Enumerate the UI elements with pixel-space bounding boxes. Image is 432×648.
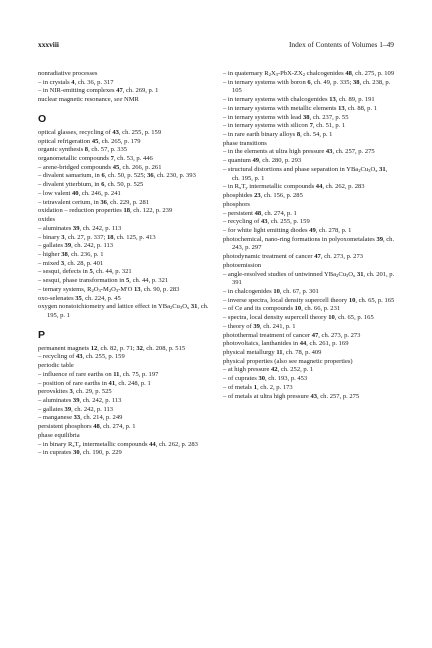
index-entry: optical refrigeration 45, ch. 265, p. 179 [38, 137, 141, 145]
index-entry: oxo-selenates 35, ch. 224, p. 45 [38, 294, 121, 302]
index-entry: – in binary $R_xT_y$ intermetallic compounds 44, ch. 262, p. 283 [38, 440, 198, 448]
index-entry: photochemical, nano-ring formations in polyoxometalates 39, ch. 243, p. 297 [223, 235, 395, 252]
index-entry: phase equilibria [38, 431, 80, 439]
index-entry: – ternary systems, $R_2O_3-M_2O_3-M'O$ 13, ch. 90, p. 283 [38, 285, 180, 293]
index-entry: – in $R_xT_y$ intermetallic compounds 44, ch. 262, p. 283 [223, 183, 365, 191]
index-entry: – structural distortions and phase separation in $YBa_2Cu_3O_x$ 31, ch. 195, p. 1 [223, 165, 388, 182]
index-entry: photoemission [223, 261, 262, 269]
index-entry: permanent magnets 12, ch. 82, p. 71; 32, ch. 208, p. 515 [38, 344, 186, 352]
index-entry: oxidation – reduction properties 18, ch. 122, p. 239 [38, 207, 173, 215]
index-entry: nonradiative processes [38, 70, 98, 77]
index-entry: physical metallurgy 11, ch. 78, p. 409 [223, 349, 322, 356]
index-column-left [38, 70, 210, 458]
index-entry: – aluminates 39, ch. 242, p. 113 [38, 224, 122, 232]
index-entry: – gallates 39, ch. 242, p. 113 [38, 242, 114, 250]
index-entry: – in chalcogenides 10, ch. 67, p. 301 [223, 287, 319, 295]
index-entry: – for white light emitting diodes 49, ch. 278, p. 1 [223, 226, 352, 234]
index-entry: – of metals at ultra high pressure 43, ch. 257, p. 275 [223, 392, 360, 400]
index-entry: organic synthesis 8, ch. 57, p. 335 [38, 146, 127, 154]
index-entry: – theory of 39, ch. 241, p. 1 [223, 322, 296, 330]
index-entry: – in ternary systems with metallic elements 13, ch. 88, p. 1 [223, 104, 378, 112]
index-entry: – arene-bridged compounds 45, ch. 266, p. 261 [38, 163, 162, 171]
index-entry: – of Ce and its compounds 10, ch. 66, p. 231 [223, 305, 341, 313]
index-entry: – in ternary systems with lead 38, ch. 237, p. 55 [223, 113, 349, 121]
index-entry: – low valent 40, ch. 246, p. 241 [38, 189, 121, 197]
index-entry: – quantum 49, ch. 280, p. 293 [223, 157, 302, 165]
index-entry: – in ternary systems with chalcogenides 13, ch. 89, p. 191 [223, 96, 375, 104]
index-entry: – tetravalent cerium, in 36, ch. 229, p. 281 [38, 198, 150, 206]
index-entry: – influence of rare earths on 11, ch. 75, p. 197 [38, 370, 159, 378]
index-entry: – recycling of 43, ch. 255, p. 159 [223, 218, 310, 226]
index-entry: – position of rare earths in 41, ch. 248, p. 1 [38, 379, 151, 387]
index-entry: – in NIR-emitting complexes 47, ch. 269, p. 1 [38, 87, 159, 95]
index-entry: – of cuprates 30, ch. 193, p. 453 [223, 375, 308, 383]
running-head: Index of Contents of Volumes 1–49 [288, 40, 394, 49]
index-entry: optical glasses, recycling of 43, ch. 255, p. 159 [38, 128, 162, 136]
index-entry: – of metals 1, ch. 2, p. 173 [223, 383, 293, 391]
index-entry: photodynamic treatment of cancer 47, ch. 273, p. 273 [223, 253, 363, 261]
index-entry: – in ternary systems with silicon 7, ch. 51, p. 1 [223, 122, 346, 130]
index-entry: oxygen nonstoichiometry and lattice effect in $YBa_2Cu_3O_x$ 31, ch. 195, p. 1 [38, 303, 209, 319]
index-entry: phase transitions [223, 139, 267, 147]
index-entry: – at high pressure 42, ch. 252, p. 1 [223, 366, 314, 374]
index-entry: physical properties (also see magnetic properties) [223, 357, 353, 365]
index-entry: – sesqui, defects in 5, ch. 44, p. 321 [38, 268, 132, 276]
index-entry: phosphors [223, 200, 250, 208]
index-entry: – inverse spectra, local density supercell theory 10, ch. 65, p. 165 [223, 296, 395, 304]
index-column-right [223, 70, 395, 401]
index-entry: – persistent 48, ch. 274, p. 1 [223, 209, 297, 217]
index-entry: – in rare earth binary alloys 8, ch. 54, p. 1 [223, 131, 333, 139]
index-entry: – in the elements at ultra high pressure 43, ch. 257, p. 275 [223, 148, 375, 156]
index-entry: – recycling of 43, ch. 255, p. 159 [38, 353, 125, 361]
page-header [38, 40, 394, 54]
index-entry: – divalent samarium, in 6, ch. 50, p. 525; 36, ch. 230, p. 393 [38, 172, 196, 180]
index-entry: – sesqui, phase transformation in 5, ch. 44, p. 321 [38, 277, 169, 285]
index-entry: – divalent ytterbium, in 6, ch. 50, p. 525 [38, 181, 144, 189]
index-entry: – in crystals 4, ch. 36, p. 317 [38, 78, 114, 86]
index-letter-heading: O [38, 112, 47, 125]
index-entry: – in quaternary $R_2X_3-PbX-ZX_2$ chalcogenides 48, ch. 275, p. 109 [223, 70, 395, 78]
index-entry: – manganese 33, ch. 214, p. 249 [38, 414, 123, 422]
index-entry: – higher 38, ch. 236, p. 1 [38, 250, 104, 258]
index-entry: phosphides 23, ch. 156, p. 285 [223, 192, 303, 200]
index-entry: – gallates 39, ch. 242, p. 113 [38, 405, 114, 413]
index-letter-heading: P [38, 328, 46, 341]
index-entry: photothermal treatment of cancer 47, ch. 273, p. 273 [223, 331, 361, 339]
index-entry: – angle-resolved studies of untwinned $YBa_2Cu_3O_x$ 31, ch. 201, p. 391 [223, 270, 395, 287]
index-entry: photovoltaics, lanthanides in 44, ch. 261, p. 169 [223, 340, 349, 348]
index-entry: persistent phosphors 48, ch. 274, p. 1 [38, 423, 136, 431]
index-entry: – aluminates 39, ch. 242, p. 113 [38, 397, 122, 404]
index-entry: – in ternary systems with boron 6, ch. 49, p. 335; 38, ch. 238, p. 105 [223, 78, 391, 95]
index-entry: – mixed 3, ch. 28, p. 401 [38, 259, 104, 267]
index-entry: perovskites 3, ch. 29, p. 525 [38, 388, 112, 396]
index-entry: – spectra, local density supercell theory 10, ch. 65, p. 165 [223, 314, 374, 322]
index-entry: – binary 3, ch. 27, p. 337; 18, ch. 125, p. 413 [38, 233, 156, 241]
index-entry: nuclear magnetic resonance, see NMR [38, 96, 139, 104]
page-number: xxxviii [38, 40, 59, 49]
index-entry: oxides [38, 216, 56, 224]
index-entry: organometallic compounds 7, ch. 53, p. 446 [38, 155, 153, 163]
index-entry: periodic table [38, 362, 74, 370]
index-entry: – in cuprates 30, ch. 190, p. 229 [38, 449, 122, 457]
